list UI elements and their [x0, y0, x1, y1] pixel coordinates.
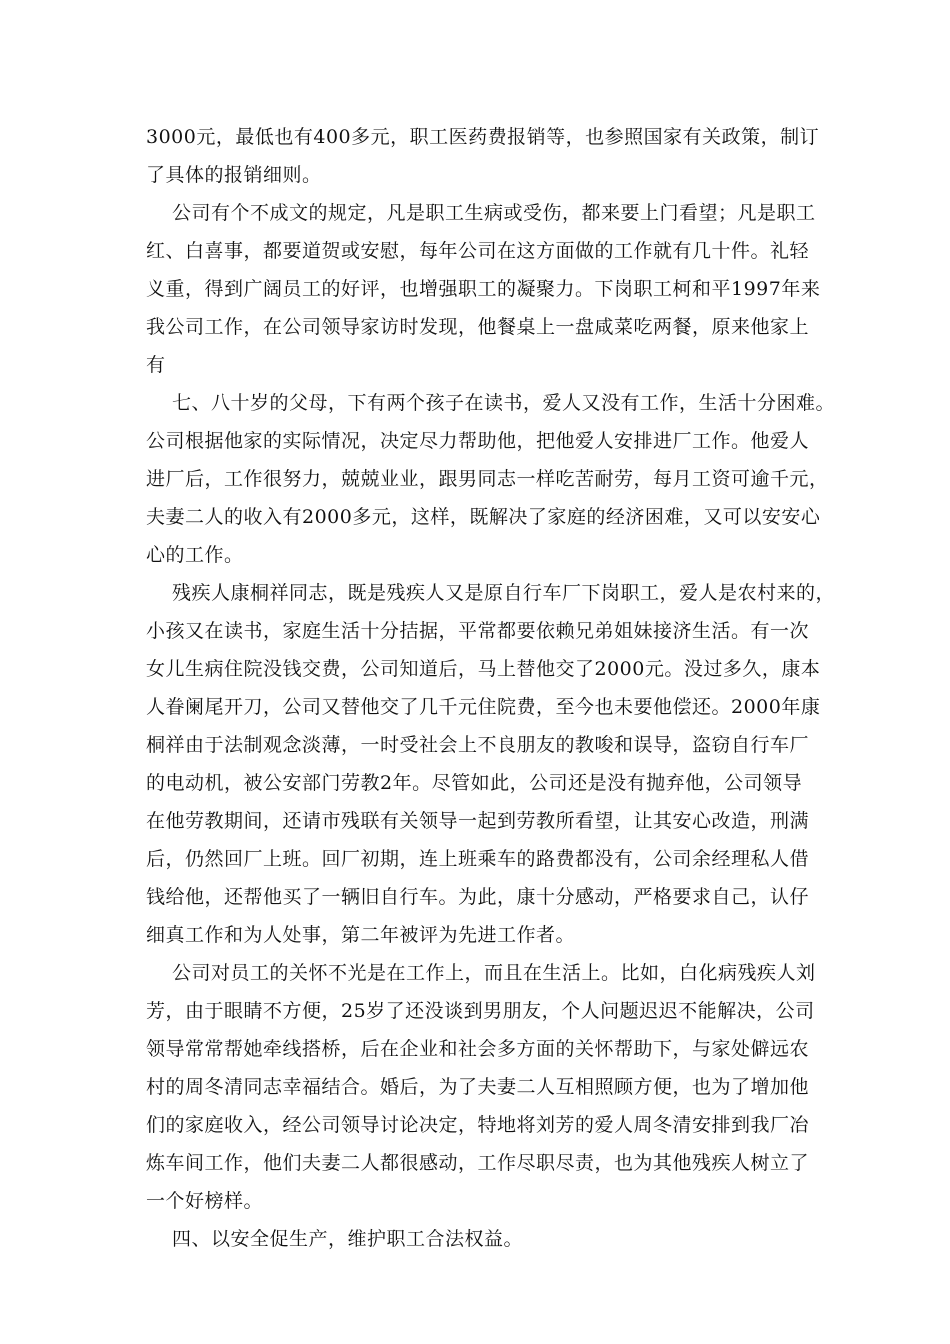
text-line: 的电动机，被公安部门劳教2年。尽管如此，公司还是没有抛弃他，公司领导: [146, 772, 803, 794]
text-line: 炼车间工作，他们夫妻二人都很感动，工作尽职尽责，也为其他残疾人树立了: [146, 1152, 810, 1174]
text-line: 3000元，最低也有400多元，职工医药费报销等，也参照国家有关政策，制订: [146, 126, 820, 148]
text-line: 后，仍然回厂上班。回厂初期，连上班乘车的路费都没有，公司余经理私人借: [146, 848, 810, 870]
text-line: 公司对员工的关怀不光是在工作上，而且在生活上。比如，白化病残疾人刘: [172, 962, 816, 984]
text-line: 七、八十岁的父母，下有两个孩子在读书，爱人又没有工作，生活十分困难。: [172, 392, 836, 414]
text-line: 红、白喜事，都要道贺或安慰，每年公司在这方面做的工作就有几十件。礼轻: [146, 240, 810, 262]
text-line: 小孩又在读书，家庭生活十分拮据，平常都要依赖兄弟姐妹接济生活。有一次: [146, 620, 810, 642]
section-heading: 四、以安全促生产，维护职工合法权益。: [172, 1228, 524, 1250]
text-line: 人眷阑尾开刀，公司又替他交了几千元住院费，至今也未要他偿还。2000年康: [146, 696, 821, 718]
text-line: 桐祥由于法制观念淡薄，一时受社会上不良朋友的教唆和误导，盗窃自行车厂: [146, 734, 810, 756]
text-line: 义重，得到广阔员工的好评，也增强职工的凝聚力。下岗职工柯和平1997年来: [146, 278, 821, 300]
text-line: 一个好榜样。: [146, 1190, 264, 1212]
text-line: 夫妻二人的收入有2000多元，这样，既解决了家庭的经济困难，又可以安安心: [146, 506, 821, 528]
text-line: 在他劳教期间，还请市残联有关领导一起到劳教所看望，让其安心改造，刑满: [146, 810, 810, 832]
text-line: 女儿生病住院没钱交费，公司知道后，马上替他交了2000元。没过多久，康本: [146, 658, 821, 680]
text-line: 了具体的报销细则。: [146, 164, 322, 186]
text-line: 们的家庭收入，经公司领导讨论决定，特地将刘芳的爱人周冬清安排到我厂冶: [146, 1114, 810, 1136]
text-line: 公司有个不成文的规定，凡是职工生病或受伤，都来要上门看望；凡是职工: [172, 202, 816, 224]
text-line: 领导常常帮她牵线搭桥，后在企业和社会多方面的关怀帮助下，与家处僻远农: [146, 1038, 810, 1060]
text-line: 进厂后，工作很努力，兢兢业业，跟男同志一样吃苦耐劳，每月工资可逾千元，: [146, 468, 829, 490]
text-line: 钱给他，还帮他买了一辆旧自行车。为此，康十分感动，严格要求自己，认仔: [146, 886, 810, 908]
text-line: 公司根据他家的实际情况，决定尽力帮助他，把他爱人安排进厂工作。他爱人: [146, 430, 810, 452]
text-line: 残疾人康桐祥同志，既是残疾人又是原自行车厂下岗职工，爱人是农村来的，: [172, 582, 836, 604]
text-line: 我公司工作，在公司领导家访时发现，他餐桌上一盘咸菜吃两餐，原来他家上: [146, 316, 810, 338]
text-line: 村的周冬清同志幸福结合。婚后，为了夫妻二人互相照顾方便，也为了增加他: [146, 1076, 810, 1098]
text-line: 心的工作。: [146, 544, 244, 566]
text-line: 芳，由于眼睛不方便，25岁了还没谈到男朋友，个人问题迟迟不能解决，公司: [146, 1000, 815, 1022]
text-line: 有: [146, 354, 166, 376]
text-line: 细真工作和为人处事，第二年被评为先进工作者。: [146, 924, 576, 946]
